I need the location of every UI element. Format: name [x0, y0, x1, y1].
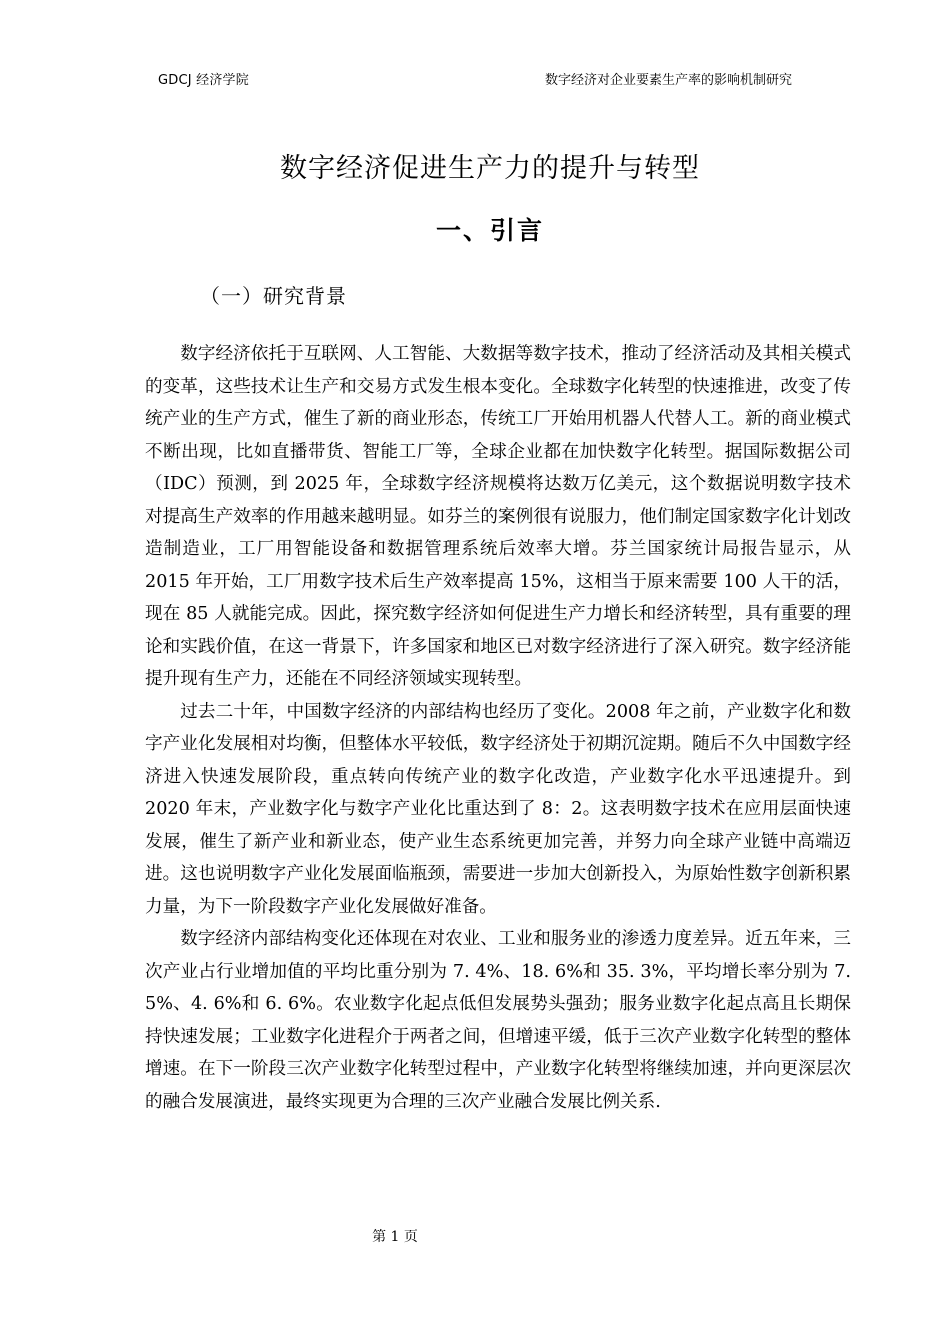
running-header-left: GDCJ 经济学院 — [158, 73, 249, 88]
paragraph: 数字经济内部结构变化还体现在对农业、工业和服务业的渗透力度差异。近五年来，三次产业占行业增加值的平均比重分别为 7. 4%、18. 6%和 35. 3%，平均增长率分别为 7. 5%、4. 6%和 6. 6%。农业数字化起点低但发展势头强劲；服务业数字化起点高且长期保持快速发展；工业数字化进程介于两者之间，但增速平缓，低于三次产业数字化转型的整体增速。在下一阶段三次产业数字化转型过程中，产业数字化转型将继续加速，并向更深层次的融合发展演进，最终实现更为合理的三次产业融合发展比例关系. — [145, 929, 851, 1112]
paragraph: 数字经济依托于互联网、人工智能、大数据等数字技术，推动了经济活动及其相关模式的变革，这些技术让生产和交易方式发生根本变化。全球数字化转型的快速推进，改变了传统产业的生产方式，催生了新的商业形态，传统工厂开始用机器人代替人工。新的商业模式不断出现，比如直播带货、智能工厂等，全球企业都在加快数字化转型。据国际数据公司（IDC）预测，到 2025 年，全球数字经济规模将达数万亿美元，这个数据说明数字技术对提高生产效率的作用越来越明显。如芬兰的案例很有说服力，他们制定国家数字化计划改造制造业，工厂用智能设备和数据管理系统后效率大增。芬兰国家统计局报告显示，从 2015 年开始，工厂用数字技术后生产效率提高 15%，这相当于原来需要 100 人干的活，现在 85 人就能完成。因此，探究数字经济如何促进生产力增长和经济转型，具有重要的理论和实践价值，在这一背景下，许多国家和地区已对数字经济进行了深入研究。数字经济能提升现有生产力，还能在不同经济领域实现转型。 — [145, 344, 851, 689]
body-text — [145, 338, 851, 1118]
running-header-right: 数字经济对企业要素生产率的影响机制研究 — [544, 73, 792, 88]
paragraph: 过去二十年，中国数字经济的内部结构也经历了变化。2008 年之前，产业数字化和数字产业化发展相对均衡，但整体水平较低，数字经济处于初期沉淀期。随后不久中国数字经济进入快速发展阶段，重点转向传统产业的数字化改造，产业数字化水平迅速提升。到 2020 年末，产业数字化与数字产业化比重达到了 8：2。这表明数字技术在应用层面快速发展，催生了新产业和新业态，使产业生态系统更加完善，并努力向全球产业链中高端迈进。这也说明数字产业化发展面临瓶颈，需要进一步加大创新投入，为原始性数字创新积累力量，为下一阶段数字产业化发展做好准备。 — [145, 701, 851, 917]
section-heading: 一、引言 — [435, 216, 544, 245]
document-title: 数字经济促进生产力的提升与转型 — [280, 153, 700, 184]
subsection-heading: （一）研究背景 — [200, 284, 347, 308]
page-number: 第 1 页 — [372, 1229, 418, 1245]
